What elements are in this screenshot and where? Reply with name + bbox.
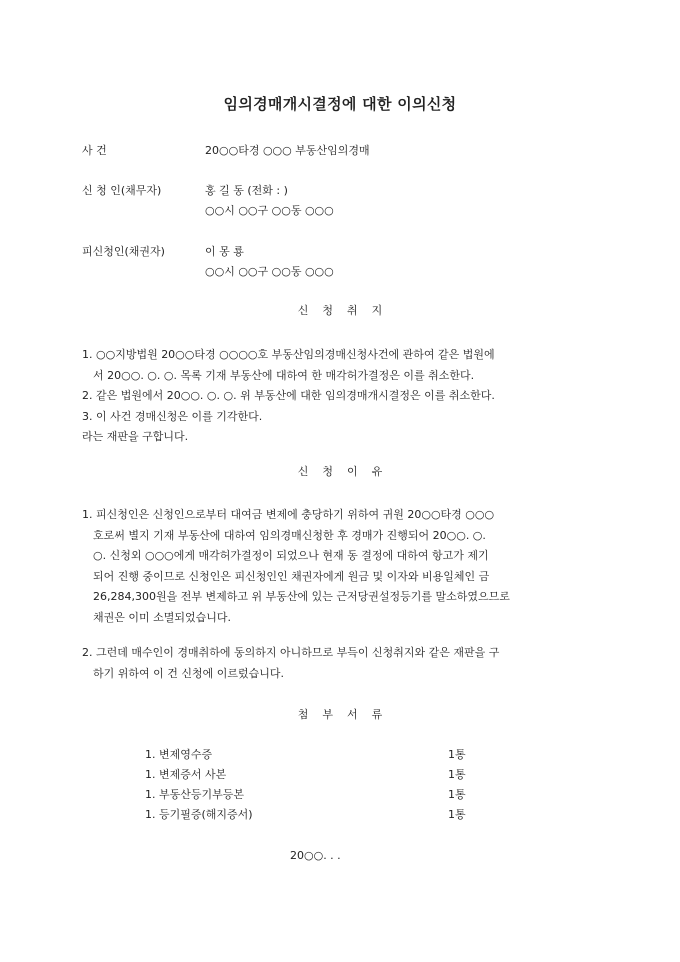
attachment-count: 1통 — [448, 788, 466, 801]
case-value: 20○○타경 ○○○ 부동산임의경매 — [205, 144, 370, 157]
attachments-heading: 첨부서류 — [297, 708, 397, 721]
document-title: 임의경매개시결정에 대한 이의신청 — [223, 95, 457, 113]
reason-item-1-line: ○. 신청외 ○○○에게 매각허가결정이 되었으나 현재 동 결정에 대하여 항고가 제기 — [93, 549, 489, 562]
applicant-label: 신 청 인(채무자) — [82, 184, 162, 197]
attachment-name: 1. 등기필증(해지증서) — [145, 808, 253, 821]
document-date: 20○○. . . — [290, 849, 341, 862]
reason-heading: 신청이유 — [297, 465, 397, 478]
reason-item-2-line: 하기 위하여 이 건 신청에 이르렀습니다. — [93, 666, 284, 680]
attachment-name: 1. 변제증서 사본 — [145, 768, 227, 781]
purpose-item-2: 2. 같은 법원에서 20○○. ○. ○. 위 부동산에 대한 임의경매개시결정은 이를 취소한다. — [82, 389, 495, 402]
attachment-row — [145, 747, 212, 763]
reason-item-1-line: 호로써 별지 기재 부동산에 대하여 임의경매신청한 후 경매가 진행되어 20○○. ○. — [93, 528, 486, 542]
attachment-count: 1통 — [448, 768, 466, 781]
reason-item-2-line: 2. 그런데 매수인이 경매취하에 동의하지 아니하므로 부득이 신청취지와 같은 재판을 구 — [82, 646, 500, 659]
attachment-count: 1통 — [448, 748, 466, 761]
purpose-item-1 — [82, 345, 495, 386]
attachment-row — [145, 807, 253, 823]
reason-item-1-line: 되어 진행 중이므로 신청인은 피신청인인 채권자에게 원금 및 이자와 비용일체인 금 — [93, 569, 490, 583]
reason-item-1-line: 1. 피신청인은 신청인으로부터 대여금 변제에 충당하기 위하여 귀원 20○○타경 ○○○ — [82, 508, 495, 521]
purpose-list — [82, 345, 495, 448]
reason-item-1-line: 채권은 이미 소멸되었습니다. — [93, 610, 232, 624]
purpose-closing: 라는 재판을 구합니다. — [82, 430, 189, 443]
attachment-count: 1통 — [448, 808, 466, 821]
attachment-name: 1. 부동산등기부등본 — [145, 788, 244, 801]
applicant-name: 홍 길 동 (전화 : ) — [205, 184, 288, 197]
respondent-label: 피신청인(채권자) — [82, 245, 165, 258]
attachment-name: 1. 변제영수증 — [145, 748, 213, 761]
purpose-item-1-line-2: 서 20○○. ○. ○. 목록 기재 부동산에 대하여 한 매각허가결정은 이를 취소한다. — [93, 368, 475, 382]
case-label: 사 건 — [82, 144, 107, 157]
respondent-name: 이 몽 룡 — [205, 245, 244, 258]
purpose-item-1-line-1: 1. ○○지방법원 20○○타경 ○○○○호 부동산임의경매신청사건에 관하여 같은 법원에 — [82, 348, 495, 361]
reason-item-2 — [82, 643, 499, 684]
applicant-address: ○○시 ○○구 ○○동 ○○○ — [205, 204, 334, 217]
purpose-heading: 신청취지 — [297, 304, 397, 317]
purpose-item-3: 3. 이 사건 경매신청은 이를 기각한다. — [82, 409, 263, 423]
reason-item-1 — [82, 505, 510, 628]
respondent-address: ○○시 ○○구 ○○동 ○○○ — [205, 265, 334, 278]
attachment-row — [145, 787, 244, 803]
reason-item-1-line: 26,284,300원을 전부 변제하고 위 부동산에 있는 근저당권설정등기를 말소하였으므로 — [93, 590, 510, 603]
attachment-row — [145, 767, 226, 783]
